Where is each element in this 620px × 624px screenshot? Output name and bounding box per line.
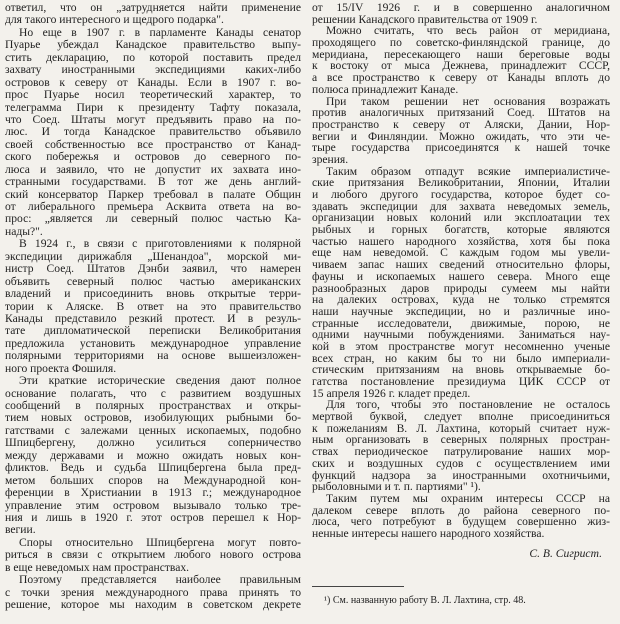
- text-line: сообщений в полярных пространствах и откры-: [5, 399, 301, 412]
- footnote: ¹) См. названную работу В. Л. Лахтина, стр. 48.: [324, 595, 526, 606]
- paragraph: [312, 25, 610, 95]
- text-line: к пожеланиям В. Л. Лахтина, который считает нуж-: [312, 421, 610, 435]
- paragraph: [5, 574, 301, 611]
- text-line: предложила установить международное управление: [5, 336, 301, 350]
- text-line: Можно считать, что весь район от меридиана,: [326, 24, 610, 38]
- paragraph: [5, 375, 301, 537]
- text-line: Канады представило резкий протест. И в резуль-: [5, 311, 301, 325]
- text-line: фауны и ископаемых нашего севера. Много еще: [312, 269, 610, 283]
- text-line: вегии и Финляндии. Можно ожидать, что эти че-: [312, 129, 610, 143]
- text-line: тием новых островов, изобилующих рыбными бо-: [5, 411, 301, 425]
- paragraph: [312, 399, 610, 493]
- text-line: нады?".: [5, 224, 43, 238]
- text-line: чиваем запас наших сведений относительно флоры,: [312, 258, 610, 272]
- text-line: от 15/IV 1926 г. и в совершенно аналогичном: [312, 1, 610, 14]
- text-line: Но еще в 1907 г. в парламенте Канады сенатор: [19, 25, 301, 39]
- text-line: люса, чего потребуют в будущем совершенно жиз-: [312, 515, 610, 529]
- text-line: зрения.: [312, 152, 349, 166]
- text-line: В 1924 г., в связи с приготовлениями к полярной: [19, 237, 301, 251]
- text-line: прос: „является ли северный полюс частью Ка-: [5, 212, 301, 226]
- text-line: наши научные экспедиции, но и различные ино-: [312, 304, 610, 318]
- text-line: в еще неведомых нам пространствах.: [5, 560, 190, 574]
- text-line: Для того, чтобы это постановление не осталось: [326, 398, 610, 412]
- text-line: меридиана, пересекающего наши береговые воды: [312, 47, 610, 61]
- text-line: рыболовными и т. п. партиями" ¹).: [312, 480, 481, 494]
- text-line: функций надзора за иностранными охотничьими,: [312, 468, 610, 482]
- text-line: ного проекта Фошиля.: [5, 361, 117, 375]
- paragraph: [5, 238, 301, 375]
- text-line: всех стран, но каким бы то ни было империали-: [312, 351, 610, 365]
- text-line: а все пространство к северу от Канады вплоть до: [312, 71, 610, 85]
- author-signature: С. В. Сигрист.: [529, 547, 602, 560]
- paragraph: [5, 537, 301, 574]
- paragraph: [312, 166, 610, 400]
- paragraph: [5, 2, 301, 27]
- text-line: ского побережья и островов до северного по-: [5, 150, 301, 164]
- text-line: тате дипломатической переписки Великобритания: [5, 324, 301, 338]
- text-line: странными государствами. В тот же день англий-: [5, 175, 301, 189]
- text-line: Пуарье убеждал Канадское правительство выпу-: [5, 38, 301, 52]
- text-line: люс. И тогда Канадское правительство объявило: [5, 125, 301, 139]
- text-line: основание полагать, что с развитием воздушных: [5, 386, 301, 400]
- text-line: еще нам неведомой. С каждым годом мы увели-: [312, 246, 610, 260]
- text-line: прос Пуарье носил теоретический характер, то: [5, 88, 301, 102]
- text-line: телеграмма Пири к президенту Тафту показала,: [5, 100, 301, 114]
- text-line: Споры относительно Шпицбергена могут повто-: [19, 535, 301, 549]
- text-line: организации новых колоний или эксплоатации тех: [312, 211, 610, 225]
- text-line: здавать экспедиции для захвата неведомых земель,: [312, 199, 610, 213]
- footnote-divider: [312, 586, 404, 587]
- text-line: разнообразных даров природы сумеем мы найти: [312, 281, 610, 295]
- paragraph: [5, 27, 301, 238]
- text-line: управление этим островом вызывало только тре-: [5, 498, 301, 512]
- text-line: люса и заявило, что не допустит их захвата ино-: [5, 162, 301, 176]
- text-line: ответил, что он „затрудняется найти применение: [5, 1, 301, 14]
- text-line: для такого интересного и щедрого подарка".: [5, 13, 224, 27]
- text-line: фликтов. Ведь и судьба Шпицбергена была пред-: [5, 461, 301, 475]
- text-line: с точки зрения международного права принять то: [5, 585, 301, 599]
- text-line: островов к северу от Канады. Если в 1907 г. во-: [5, 75, 301, 89]
- text-line: на далеких островах, куда не только стремятся: [312, 293, 610, 307]
- text-line: от либерального премьера Асквита ответа на во-: [5, 200, 301, 213]
- paragraph: [312, 96, 610, 166]
- text-line: одними научными побуждениями. Заниматься нау-: [312, 328, 610, 342]
- text-line: вегии.: [5, 523, 36, 537]
- text-line: полярными территориями на основе вышеизложен-: [5, 349, 301, 363]
- text-line: Таким путем мы охраним интересы СССР на: [326, 491, 610, 505]
- text-line: далеком севере вплоть до района северного по-: [312, 503, 610, 517]
- text-line: к востоку от мыса Дежнева, принадлежит СССР,: [312, 59, 610, 73]
- left-column: [5, 2, 301, 611]
- text-line: и любого другого государства, которое будет со-: [312, 188, 610, 201]
- text-line: Таким образом отпадут всякие империалистиче-: [326, 164, 610, 178]
- text-line: полюса принадлежит Канаде.: [312, 82, 459, 96]
- text-line: При таком решении нет основания возражать: [326, 94, 610, 108]
- text-line: ских и воздушных судов с осуществлением ими: [312, 456, 610, 470]
- text-line: гатствами с залежами ценных ископаемых, подобно: [5, 423, 301, 437]
- text-line: кой в этом пространстве могут несомненно ученые: [312, 339, 610, 353]
- text-line: ский консерватор Паркер требовал в палате Общин: [5, 187, 301, 201]
- paragraph: [312, 2, 610, 25]
- text-line: гатства постановление президиума ЦИК СССР от: [312, 375, 610, 388]
- text-line: Поэтому представляется наиболее правильным: [19, 573, 301, 587]
- text-line: мертвой буквой, следует вполне присоединиться: [312, 410, 610, 424]
- text-line: ференции в Христиании в 1913 г.; международное: [5, 486, 301, 500]
- text-line: владений и присоединить вновь открытые терри-: [5, 287, 301, 301]
- text-line: ным организовать в северных полярных простран-: [312, 433, 610, 447]
- text-line: пространство к северу от Аляски, Дании, Нор-: [312, 117, 610, 131]
- text-line: стить декларацию, по которой поставить предел: [5, 50, 301, 64]
- text-line: странные исследователи, движимые, порою, не: [312, 316, 610, 330]
- text-line: риться в связи с открытием любого нового острова: [5, 548, 301, 562]
- paragraph: [312, 493, 610, 540]
- text-line: против аналогичных притязаний Соед. Штатов на: [312, 106, 610, 120]
- text-line: 15 апреля 1926 г. кладет предел.: [312, 386, 471, 400]
- text-line: своей собственностью все пространство от Канад-: [5, 137, 301, 151]
- text-line: проходящего по советско-финляндской границе, до: [312, 36, 610, 50]
- text-line: ствах периодическое патрулирование наших мор-: [312, 445, 610, 459]
- text-line: что Соед. Штаты могут предъявить право на по-: [5, 112, 301, 126]
- text-line: между державами и можно ожидать новых кон-: [5, 448, 301, 462]
- text-line: Шпицбергену, должно усилиться соперничество: [5, 436, 301, 450]
- text-line: ские притязания Великобритании, Японии, Италии: [312, 176, 610, 190]
- text-line: ненные интересы нашего народного хозяйства.: [312, 526, 545, 540]
- right-column: [312, 2, 610, 540]
- text-line: тыре государства присоединятся к нашей точке: [312, 141, 610, 155]
- text-line: объявить северный полюс частью американских: [5, 274, 301, 288]
- text-line: метом больших споров на Международной кон-: [5, 473, 301, 487]
- text-line: захвату иностранными экспедициями каких-либо: [5, 63, 301, 77]
- text-line: нистр Соед. Штатов Дэнби заявил, что намерен: [5, 262, 301, 276]
- text-line: Эти краткие исторические сведения дают полное: [19, 374, 301, 388]
- text-line: ния и лишь в 1920 г. этот остров перешел к Нор-: [5, 510, 301, 524]
- text-line: решение, которое мы находим в советском декрете: [5, 598, 301, 611]
- text-line: рыбных и горных богатств, которые являются: [312, 223, 610, 237]
- text-line: экспедиции дирижабля „Шенандоа", морской ми-: [5, 249, 301, 263]
- text-line: стическим притязаниям на вновь открываемые бо-: [312, 363, 610, 377]
- text-line: тории к Аляске. В ответ на это правительство: [5, 299, 301, 313]
- text-line: частью нашего народного хозяйства, хотя бы пока: [312, 234, 610, 248]
- text-line: решении Канадского правительства от 1909 г.: [312, 12, 538, 26]
